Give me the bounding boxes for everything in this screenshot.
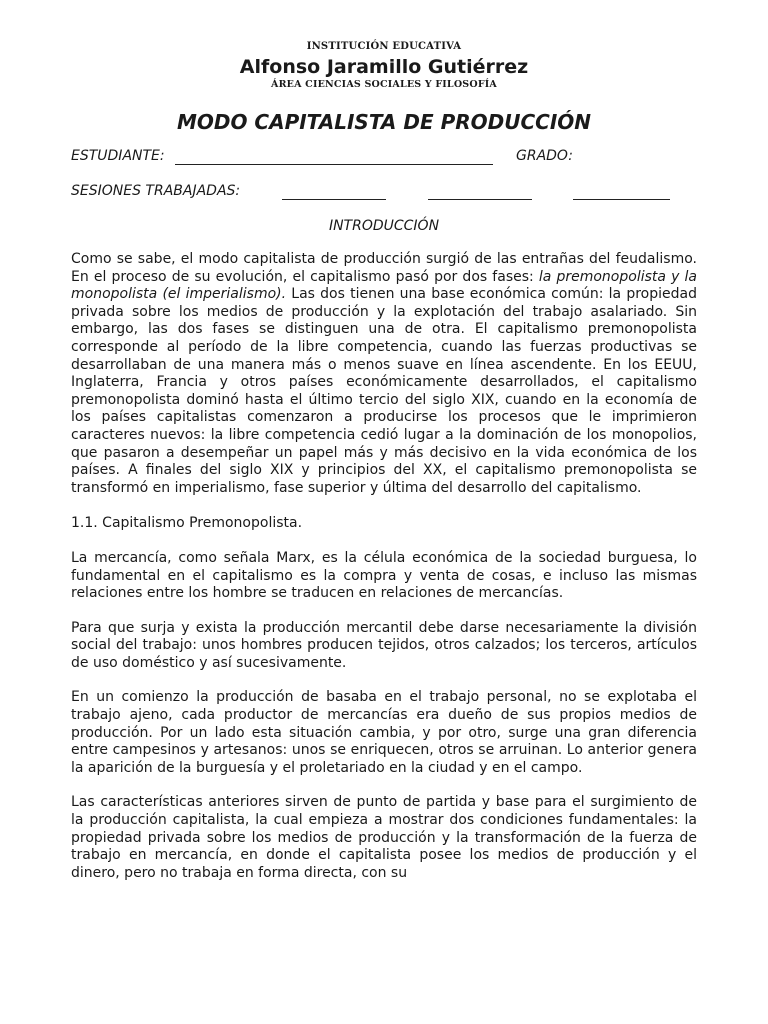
paragraph-5: Las características anteriores sirven de punto de partida y base para el surgimiento de la producción capitalista, la cual empieza a mostrar dos condiciones fundamentales: la propiedad privada sobre los medios de producción y la transformación de la fuerza de trabajo en mercancía, en donde el capitalista posee los medios de producción y el dinero, pero no trabaja en forma directa, con su xyxy=(71,794,697,881)
student-label: ESTUDIANTE: xyxy=(71,148,165,164)
school-name: Alfonso Jaramillo Gutiérrez xyxy=(239,56,529,78)
paragraph-intro-text-a: Como se sabe, el modo capitalista de producción surgió de las entrañas del feudalismo. En el proceso de su evolución, el capitalismo pasó por dos fases: xyxy=(71,251,697,285)
subsection-heading: 1.1. Capitalismo Premonopolista. xyxy=(71,515,303,532)
paragraph-intro-text-b: Las dos tienen una base económica común: la propiedad privada sobre los medios de producción y la explotación del trabajo asalariado. Sin embargo, las dos fases se distinguen una de otra. El capitalismo premonopolista corresponde al período de la libre competencia, cuando las fuerzas productivas se desarrollaban de una manera más o menos suave en línea ascendente. En los EEUU, Inglaterra, Francia y otros países económicamente desarrollados, el capitalismo premonopolista dominó hasta el último tercio del siglo XIX, cuando en la economía de los países capitalistas comenzaron a producirse los procesos que le imprimieron caracteres nuevos: la libre competencia cedió lugar a la dominación de los monopolios, que pasaron a desempeñar un papel más y más decisivo en la vida económica de los países. A finales del siglo XIX y principios del XX, el capitalismo premonopolista se transformó en imperialismo, fase superior y última del desarrollo del capitalismo. xyxy=(71,286,697,496)
paragraph-2: La mercancía, como señala Marx, es la célula económica de la sociedad burguesa, lo fundamental en el capitalismo es la compra y venta de cosas, e incluso las mismas relaciones entre los hombre se traducen en relaciones de mercancías. xyxy=(71,549,697,602)
document-page xyxy=(71,40,697,882)
session-blank-2[interactable] xyxy=(428,199,532,200)
grade-label: GRADO: xyxy=(516,148,573,164)
paragraph-intro-italic: la premonopolista y la monopolista (el imperialismo). xyxy=(71,268,697,303)
paragraph-intro xyxy=(71,251,697,497)
student-name-blank[interactable] xyxy=(175,164,493,165)
session-blank-1[interactable] xyxy=(282,199,386,200)
area-label: ÁREA CIENCIAS SOCIALES Y FILOSOFÍA xyxy=(271,79,497,90)
paragraph-3: Para que surja y exista la producción mercantil debe darse necesariamente la división social del trabajo: unos hombres producen tejidos, otros calzados; los terceros, artículos de uso doméstico y así sucesivamente. xyxy=(71,619,697,671)
intro-heading: INTRODUCCIÓN xyxy=(328,218,440,234)
paragraph-4: En un comienzo la producción de basaba en el trabajo personal, no se explotaba el trabajo ajeno, cada productor de mercancías era dueño de sus propios medios de producción. Por un lado esta situación cambia, y por otro, surge una gran diferencia entre campesinos y artesanos: unos se enriquecen, otros se arruinan. Lo anterior genera la aparición de la burguesía y el proletariado en la ciudad y en el campo. xyxy=(71,689,697,776)
document-header xyxy=(71,41,697,93)
document-title: MODO CAPITALISTA DE PRODUCCIÓN xyxy=(176,110,592,134)
institution-label: INSTITUCIÓN EDUCATIVA xyxy=(306,41,462,52)
sessions-row xyxy=(71,183,697,203)
sessions-label: SESIONES TRABAJADAS: xyxy=(71,183,241,199)
student-row xyxy=(71,148,697,168)
session-blank-3[interactable] xyxy=(573,199,670,200)
